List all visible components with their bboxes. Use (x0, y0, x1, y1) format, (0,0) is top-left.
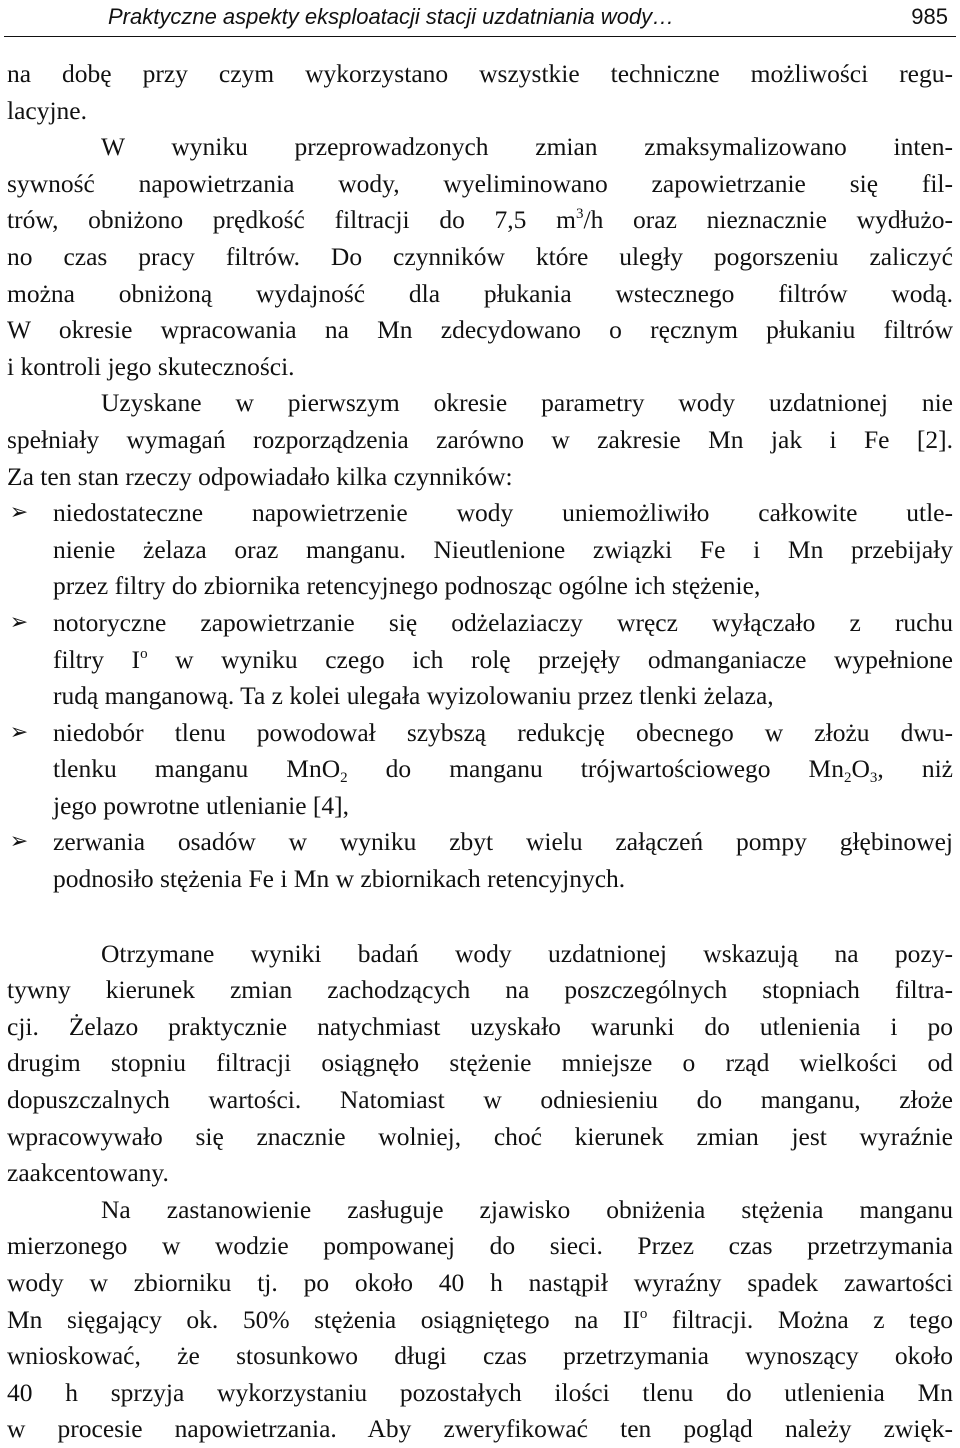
text-line: Uzyskane w pierwszym okresie parametry wody uzdatnionej nie (101, 388, 953, 418)
text-line: tlenku manganu MnO$_2$ do manganu trójwartościowego $Mn_2O_3$, niż (53, 754, 953, 787)
text-line: notoryczne zapowietrzanie się odżelaziaczy wręcz wyłączało z ruchu (53, 607, 953, 637)
text-line: drugim stopniu filtracji osiągnęło stężenie mniejsze o rząd wielkości od (7, 1048, 953, 1078)
page-body (7, 56, 953, 1448)
running-header (0, 0, 960, 40)
arrow-bullet-icon: ➢ (9, 500, 29, 526)
text-line: na dobę przy czym wykorzystano wszystkie techniczne możliwości regu- (7, 59, 953, 88)
arrow-bullet-icon: ➢ (9, 719, 29, 745)
text-line: w procesie napowietrzania. Aby zweryfikować ten pogląd należy zwięk- (7, 1414, 953, 1444)
running-title: Praktyczne aspekty eksploatacji stacji uzdatniania wody… (108, 4, 675, 29)
text-line: 40 h sprzyja wykorzystaniu pozostałych ilości tlenu do utlenienia Mn (7, 1377, 953, 1407)
paragraph-4 (7, 936, 953, 1192)
text-line: W wyniku przeprowadzonych zmian zmaksymalizowano inten- (101, 132, 953, 162)
list-item (7, 715, 953, 825)
superscript: 3 (575, 206, 584, 223)
subscript: 3 (869, 770, 878, 787)
text-line: trów, obniżono prędkość filtracji do 7,5 $m^3/h$ oraz nieznacznie wydłużo- (7, 205, 953, 235)
text-line: nienie żelaza oraz manganu. Nieutlenione związki Fe i Mn przebijały (53, 534, 953, 564)
header-rule (4, 36, 956, 37)
text-line: podnosiło stężenia Fe i Mn w zbiornikach retencyjnych. (53, 864, 626, 894)
text-line: cji. Żelazo praktycznie natychmiast uzyskało warunki do utlenienia i po (7, 1011, 953, 1041)
text-line: lacyjne. (7, 95, 87, 125)
list-item (7, 495, 953, 605)
text-line: sywność napowietrzania wody, wyeliminowano zapowietrzanie się fil- (7, 168, 953, 198)
text-line: Za ten stan rzeczy odpowiadało kilka czynników: (7, 461, 513, 491)
text-line: rudą manganową. Ta z kolei ulegała wyizolowaniu przez tlenki żelaza, (53, 681, 774, 711)
text-line: tywny kierunek zmian zachodzących na poszczególnych stopniach filtra- (7, 975, 953, 1005)
superscript: o (140, 645, 148, 662)
text-line: W okresie wpracowania na Mn zdecydowano o ręcznym płukaniu filtrów (7, 315, 953, 345)
subscript: 2 (844, 770, 852, 787)
subscript: 2 (340, 770, 348, 787)
paragraph-5 (7, 1192, 953, 1448)
paragraph-2 (7, 129, 953, 385)
text-line: wnioskować, że stosunkowo długi czas przetrzymania wynoszący około (7, 1341, 953, 1371)
page-number: 985 (911, 4, 948, 29)
text-line: mierzonego w wodzie pompowanej do sieci. Przez czas przetrzymania (7, 1231, 953, 1261)
text-line: wpracowywało się znacznie wolniej, choć kierunek zmian jest wyraźnie (7, 1121, 953, 1151)
text-line: wody w zbiorniku tj. po około 40 h nastąpił wyraźny spadek zawartości (7, 1268, 953, 1297)
text-line: Otrzymane wyniki badań wody uzdatnionej wskazują na pozy- (101, 938, 953, 968)
text-line: niedobór tlenu powodował szybszą redukcję obecnego w złożu dwu- (53, 717, 953, 747)
superscript: o (639, 1305, 648, 1322)
text-line: spełniały wymagań rozporządzenia zarówno w zakresie Mn jak i Fe [2]. (7, 424, 953, 454)
text-line: jego powrotne utlenianie [4], (53, 790, 349, 820)
text-line: filtry $I^o$ w wyniku czego ich rolę przejęły odmanganiacze wypełnione (53, 644, 953, 674)
arrow-bullet-icon: ➢ (9, 829, 29, 855)
text-line: Na zastanowienie zasługuje zjawisko obniżenia stężenia manganu (101, 1194, 953, 1224)
text-line: niedostateczne napowietrzenie wody uniemożliwiło całkowite utle- (53, 498, 953, 528)
text-line: zerwania osadów w wyniku zbyt wielu załączeń pompy głębinowej (53, 827, 953, 857)
text-line: zaakcentowany. (7, 1158, 169, 1188)
text-line: można obniżoną wydajność dla płukania wstecznego filtrów wodą. (7, 278, 953, 308)
bullet-list (7, 495, 953, 898)
text-line: przez filtry do zbiornika retencyjnego podnosząc ogólne ich stężenie, (53, 571, 761, 601)
text-line: no czas pracy filtrów. Do czynników które uległy pogorszeniu zaliczyć (7, 241, 953, 271)
list-item (7, 824, 953, 897)
text-line: i kontroli jego skuteczności. (7, 351, 295, 381)
text-line: Mn sięgający ok. 50% stężenia osiągniętego na $II^o$ filtracji. Można z tego (7, 1304, 953, 1334)
arrow-bullet-icon: ➢ (9, 609, 29, 635)
list-item (7, 605, 953, 715)
text-line: dopuszczalnych wartości. Natomiast w odniesieniu do manganu, złoże (7, 1085, 953, 1115)
paragraph-3 (7, 385, 953, 495)
paragraph-gap (7, 898, 953, 936)
paragraph-1 (7, 56, 953, 129)
